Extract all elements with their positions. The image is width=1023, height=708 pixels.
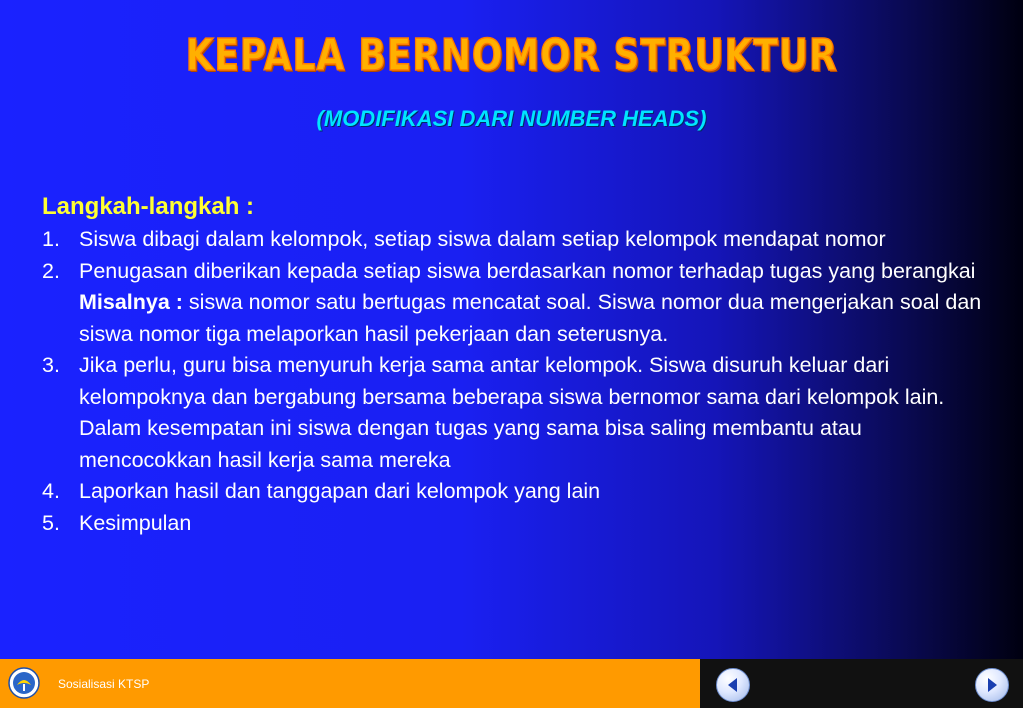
step-number: 1. <box>42 227 60 251</box>
step-item <box>42 476 992 508</box>
example-label: Misalnya : <box>79 290 183 314</box>
step-text: Laporkan hasil dan tanggapan dari kelompok yang lain <box>79 479 601 503</box>
step-item <box>42 224 992 256</box>
step-item <box>42 350 992 476</box>
step-text: Jika perlu, guru bisa menyuruh kerja sama antar kelompok. Siswa disuruh keluar dari kelompoknya dan bergabung bersama beberapa siswa bernomor sama dari kelompok lain. Dalam kesempatan ini siswa dengan tugas yang sama bisa saling membantu atau mencocokkan hasil kerja sama mereka <box>79 353 945 472</box>
step-item <box>42 256 992 351</box>
arrow-right-icon <box>976 669 1008 701</box>
step-number: 2. <box>42 258 60 283</box>
example-text: siswa nomor satu bertugas mencatat soal. Siswa nomor dua mengerjakan soal dan siswa nomor tiga melaporkan hasil pekerjaan dan seterusnya. <box>79 290 982 346</box>
footer-label: Sosialisasi KTSP <box>58 677 150 691</box>
next-slide-button[interactable] <box>975 668 1009 702</box>
footer-nav <box>700 659 1023 708</box>
step-text: Penugasan diberikan kepada setiap siswa berdasarkan nomor terhadap tugas yang berangkai <box>79 258 976 283</box>
step-item <box>42 508 992 540</box>
step-number: 3. <box>42 353 60 377</box>
footer-bar <box>0 659 700 708</box>
slide-subtitle: (MODIFIKASI DARI NUMBER HEADS) <box>316 106 707 131</box>
step-number: 4. <box>42 479 60 503</box>
step-example <box>79 287 992 350</box>
step-text: Siswa dibagi dalam kelompok, setiap siswa dalam setiap kelompok mendapat nomor <box>79 227 886 251</box>
previous-slide-button[interactable] <box>716 668 750 702</box>
steps-heading: Langkah-langkah : <box>42 193 255 220</box>
slide-title: KEPALA BERNOMOR STRUKTUR <box>185 30 838 81</box>
tut-wuri-logo-icon <box>8 667 40 699</box>
step-number: 5. <box>42 510 60 535</box>
step-text: Kesimpulan <box>79 510 192 535</box>
slide-content <box>42 190 992 539</box>
arrow-left-icon <box>717 669 749 701</box>
